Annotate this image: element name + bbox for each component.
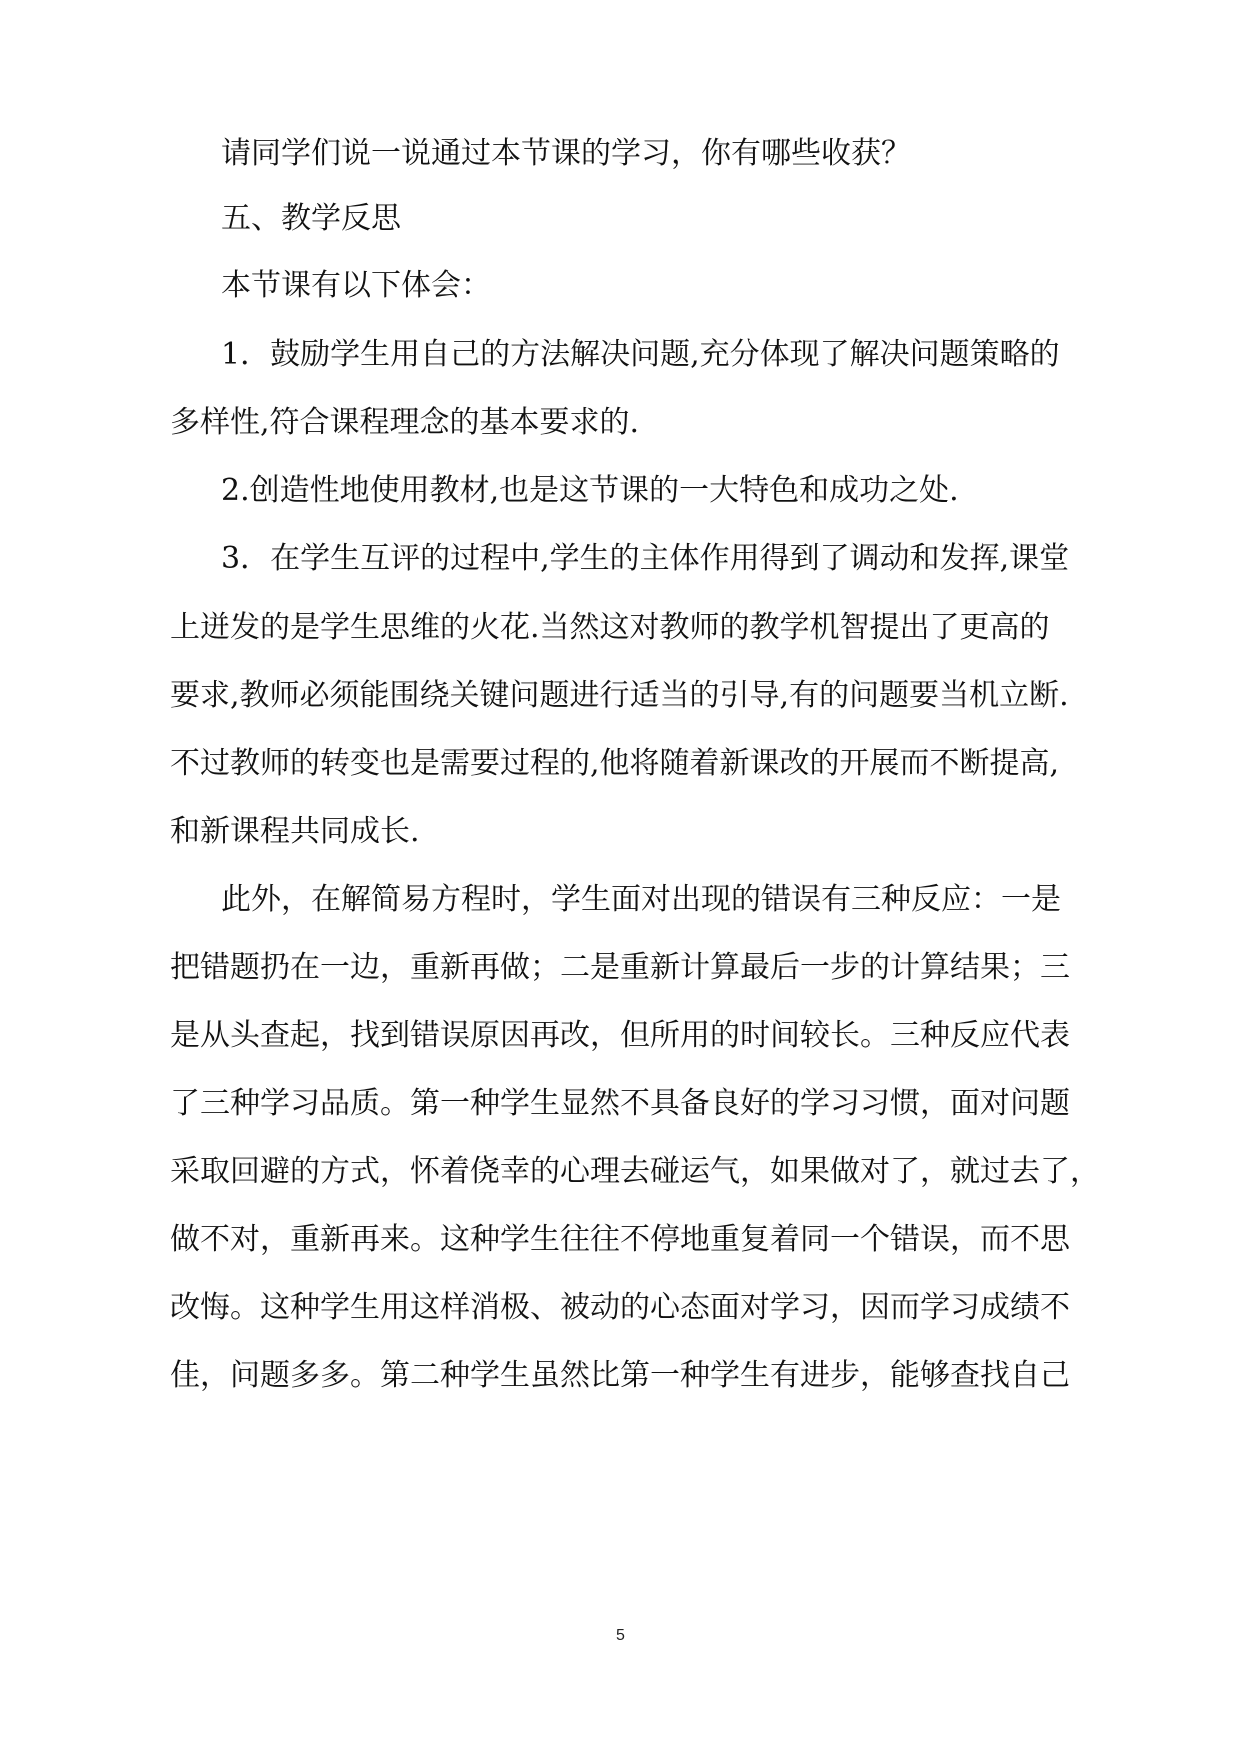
paragraph-line: 和新课程共同成长. (170, 814, 420, 849)
paragraph-line: 改悔。这种学生用这样消极、被动的心态面对学习，因而学习成绩不 (170, 1290, 1070, 1325)
paragraph-line: 是从头查起，找到错误原因再改，但所用的时间较长。三种反应代表 (170, 1018, 1070, 1053)
paragraph-line: 2.创造性地使用教材,也是这节课的一大特色和成功之处. (221, 473, 959, 508)
paragraph-line: 佳，问题多多。第二种学生虽然比第一种学生有进步，能够查找自己 (170, 1358, 1070, 1393)
paragraph-line: 了三种学习品质。第一种学生显然不具备良好的学习习惯，面对问题 (170, 1086, 1070, 1121)
paragraph-line: 做不对，重新再来。这种学生往往不停地重复着同一个错误，而不思 (170, 1222, 1070, 1257)
paragraph-line: 采取回避的方式，怀着侥幸的心理去碰运气，如果做对了，就过去了， (170, 1154, 1100, 1189)
paragraph-line: 把错题扔在一边，重新再做；二是重新计算最后一步的计算结果；三 (170, 950, 1070, 985)
paragraph-line: 上迸发的是学生思维的火花.当然这对教师的教学机智提出了更高的 (170, 610, 1050, 645)
paragraph-line: 要求,教师必须能围绕关键问题进行适当的引导,有的问题要当机立断. (170, 678, 1069, 713)
section-heading: 五、教学反思 (221, 201, 401, 236)
paragraph-line: 本节课有以下体会： (221, 268, 491, 303)
paragraph-line: 此外，在解简易方程时，学生面对出现的错误有三种反应：一是 (221, 882, 1061, 917)
paragraph-line: 多样性,符合课程理念的基本要求的. (170, 405, 640, 440)
paragraph-line: 不过教师的转变也是需要过程的,他将随着新课改的开展而不断提高, (170, 746, 1060, 781)
paragraph-line: 请同学们说一说通过本节课的学习，你有哪些收获？ (221, 136, 911, 171)
paragraph-line: 1．鼓励学生用自己的方法解决问题,充分体现了解决问题策略的 (221, 337, 1060, 372)
page-number: 5 (616, 1627, 625, 1644)
paragraph-line: 3．在学生互评的过程中,学生的主体作用得到了调动和发挥,课堂 (221, 541, 1070, 576)
